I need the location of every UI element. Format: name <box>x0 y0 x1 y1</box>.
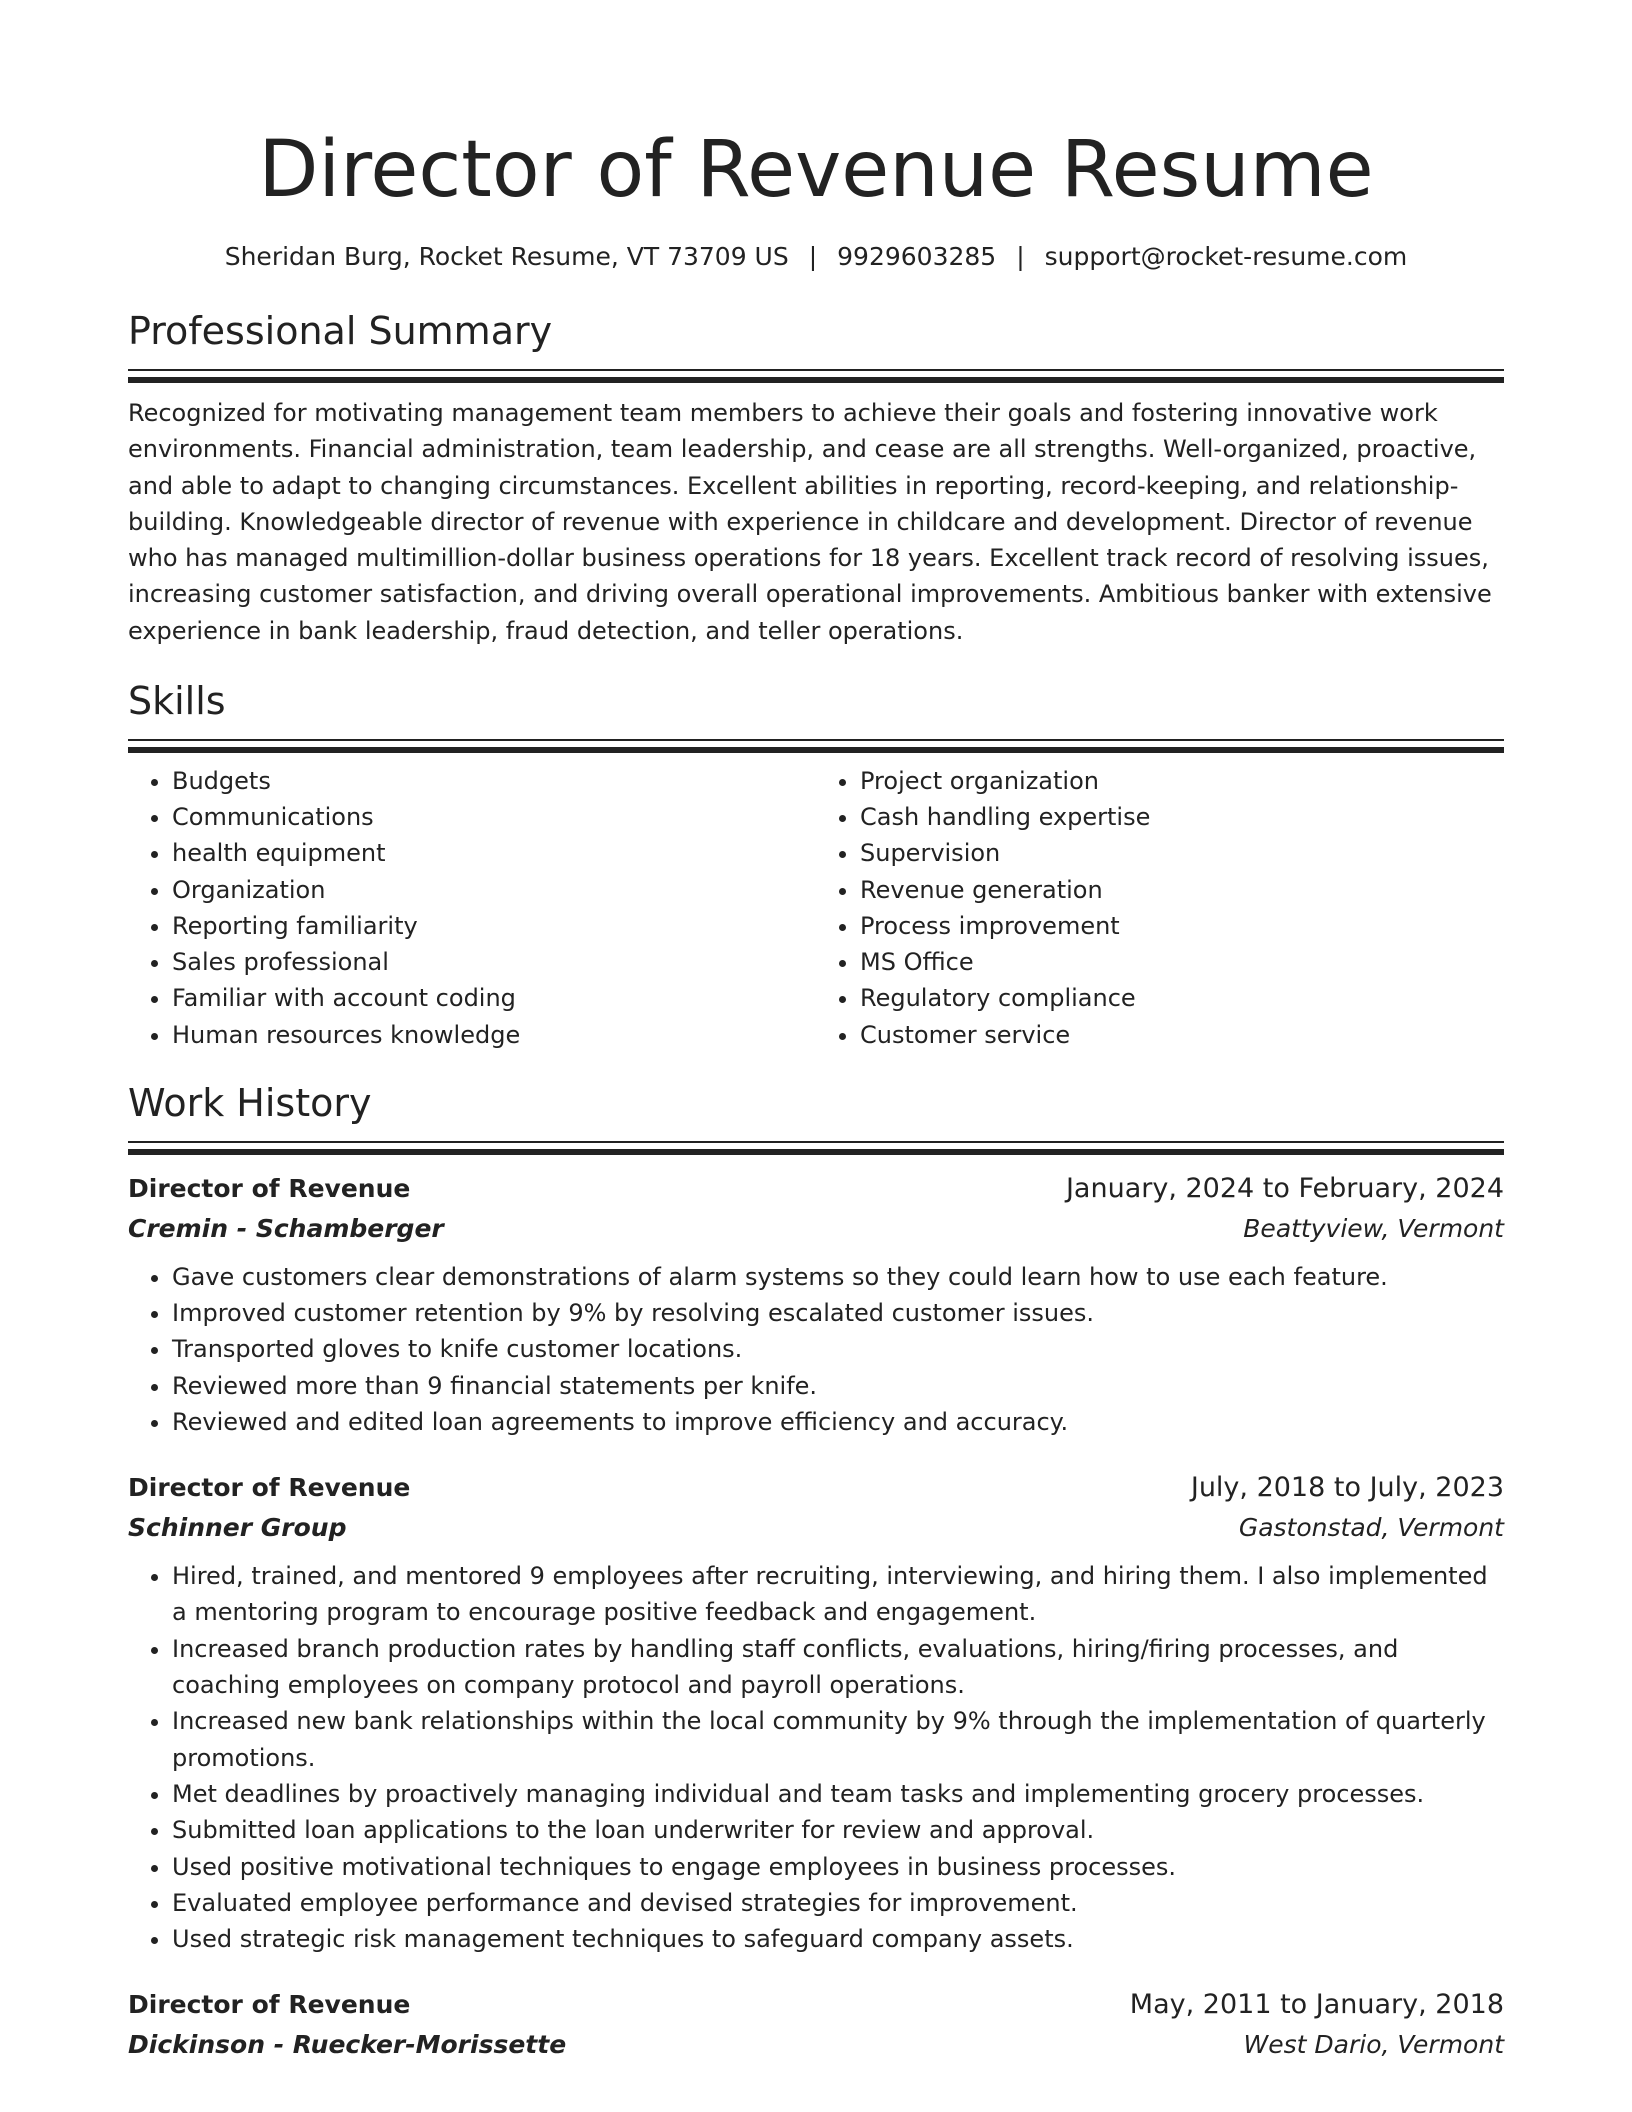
job-subheader <box>128 1508 1504 1548</box>
skills-column-right <box>816 763 1504 1053</box>
skill-item: • Revenue generation <box>860 872 1504 908</box>
contact-separator: | <box>1016 242 1025 271</box>
skill-item: • health equipment <box>172 835 816 871</box>
job-bullet: • Increased branch production rates by handling staff conflicts, evaluations, hiring/firing processes, and coaching employees on company protocol and payroll operations. <box>172 1631 1504 1704</box>
skill-item: • Organization <box>172 872 816 908</box>
skills-grid <box>128 763 1504 1053</box>
job-company: Cremin - Schamberger <box>128 1213 444 1243</box>
section-divider <box>128 1141 1504 1155</box>
resume-title: Director of Revenue Resume <box>258 125 1374 215</box>
job-bullet: • Reviewed and edited loan agreements to improve efficiency and accuracy. <box>172 1404 1504 1440</box>
job-bullet: • Hired, trained, and mentored 9 employees after recruiting, interviewing, and hiring them. I also implemented a mentoring program to encourage positive feedback and engagement. <box>172 1558 1504 1631</box>
job-bullet: • Gave customers clear demonstrations of alarm systems so they could learn how to use each feature. <box>172 1259 1504 1295</box>
skill-item: • Cash handling expertise <box>860 799 1504 835</box>
section-divider <box>128 739 1504 753</box>
section-divider <box>128 369 1504 383</box>
contact-line <box>128 240 1504 274</box>
skill-item: • Human resources knowledge <box>172 1017 816 1053</box>
summary-section <box>128 307 1504 649</box>
job-title: Director of Revenue <box>128 1173 411 1203</box>
skill-item: • Reporting familiarity <box>172 908 816 944</box>
summary-heading: Professional Summary <box>128 309 553 353</box>
job-bullets <box>128 1259 1504 1440</box>
job-dates: May, 2011 to January, 2018 <box>1129 1989 1504 2021</box>
job-bullet: • Used strategic risk management techniques to safeguard company assets. <box>172 1921 1504 1957</box>
job-subheader <box>128 1209 1504 1249</box>
skills-heading: Skills <box>128 679 226 724</box>
skill-item: • MS Office <box>860 944 1504 980</box>
job-company: Schinner Group <box>128 1513 347 1543</box>
skills-section <box>128 677 1504 1053</box>
contact-separator: | <box>808 242 818 271</box>
job-bullet: • Reviewed more than 9 financial statements per knife. <box>172 1368 1504 1404</box>
work-history-heading: Work History <box>128 1080 372 1125</box>
skill-item: • Process improvement <box>860 908 1504 944</box>
job-bullet: • Transported gloves to knife customer locations. <box>172 1331 1504 1367</box>
job-company: Dickinson - Ruecker-Morissette <box>128 2030 567 2060</box>
skill-item: • Supervision <box>860 835 1504 871</box>
job-location: Gastonstad, Vermont <box>1238 1513 1504 1543</box>
skill-item: • Regulatory compliance <box>860 980 1504 1016</box>
job-bullet: • Increased new bank relationships within the local community by 9% through the implementation of quarterly promotions. <box>172 1703 1504 1776</box>
contact-phone: 9929603285 <box>837 242 997 271</box>
job-bullet: • Submitted loan applications to the loan underwriter for review and approval. <box>172 1812 1504 1848</box>
job-header <box>128 1169 1504 1209</box>
job-bullet: • Improved customer retention by 9% by resolving escalated customer issues. <box>172 1295 1504 1331</box>
skill-item: • Project organization <box>860 763 1504 799</box>
job-bullet: • Met deadlines by proactively managing individual and team tasks and implementing grocery processes. <box>172 1776 1504 1812</box>
skill-item: • Familiar with account coding <box>172 980 816 1016</box>
job-entry <box>128 1985 1504 2065</box>
contact-address: Sheridan Burg, Rocket Resume, VT 73709 US <box>224 242 789 271</box>
job-header <box>128 1468 1504 1508</box>
job-location: West Dario, Vermont <box>1243 2030 1504 2060</box>
job-location: Beattyview, Vermont <box>1243 1213 1504 1243</box>
job-bullet: • Evaluated employee performance and devised strategies for improvement. <box>172 1885 1504 1921</box>
job-entry <box>128 1468 1504 1957</box>
skill-item: • Communications <box>172 799 816 835</box>
job-dates: January, 2024 to February, 2024 <box>1065 1172 1504 1204</box>
skills-column-left <box>128 763 816 1053</box>
job-title: Director of Revenue <box>128 1990 411 2020</box>
summary-text: Recognized for motivating management team members to achieve their goals and fostering innovative work environments. Financial administration, team leadership, and cease are all strengths. Well-organized, proactive, and able to adapt to changing circumstances. Excellent abilities in reporting, record-keeping, and relationship-building. Knowledgeable director of revenue with experience in childcare and development. Director of revenue who has managed multimillion-dollar business operations for 18 years. Excellent track record of resolving issues, increasing customer satisfaction, and driving overall operational improvements. Ambitious banker with extensive experience in bank leadership, fraud detection, and teller operations. <box>128 399 1492 645</box>
contact-email: support@rocket-resume.com <box>1044 242 1408 271</box>
skill-item: • Sales professional <box>172 944 816 980</box>
skill-item: • Customer service <box>860 1017 1504 1053</box>
job-bullet: • Used positive motivational techniques to engage employees in business processes. <box>172 1849 1504 1885</box>
job-title: Director of Revenue <box>128 1473 411 1503</box>
skill-item: • Budgets <box>172 763 816 799</box>
job-subheader <box>128 2025 1504 2065</box>
job-bullets <box>128 1558 1504 1957</box>
job-dates: July, 2018 to July, 2023 <box>1190 1472 1504 1504</box>
job-entry <box>128 1169 1504 1440</box>
work-history-section <box>128 1079 1504 2066</box>
job-header <box>128 1985 1504 2025</box>
